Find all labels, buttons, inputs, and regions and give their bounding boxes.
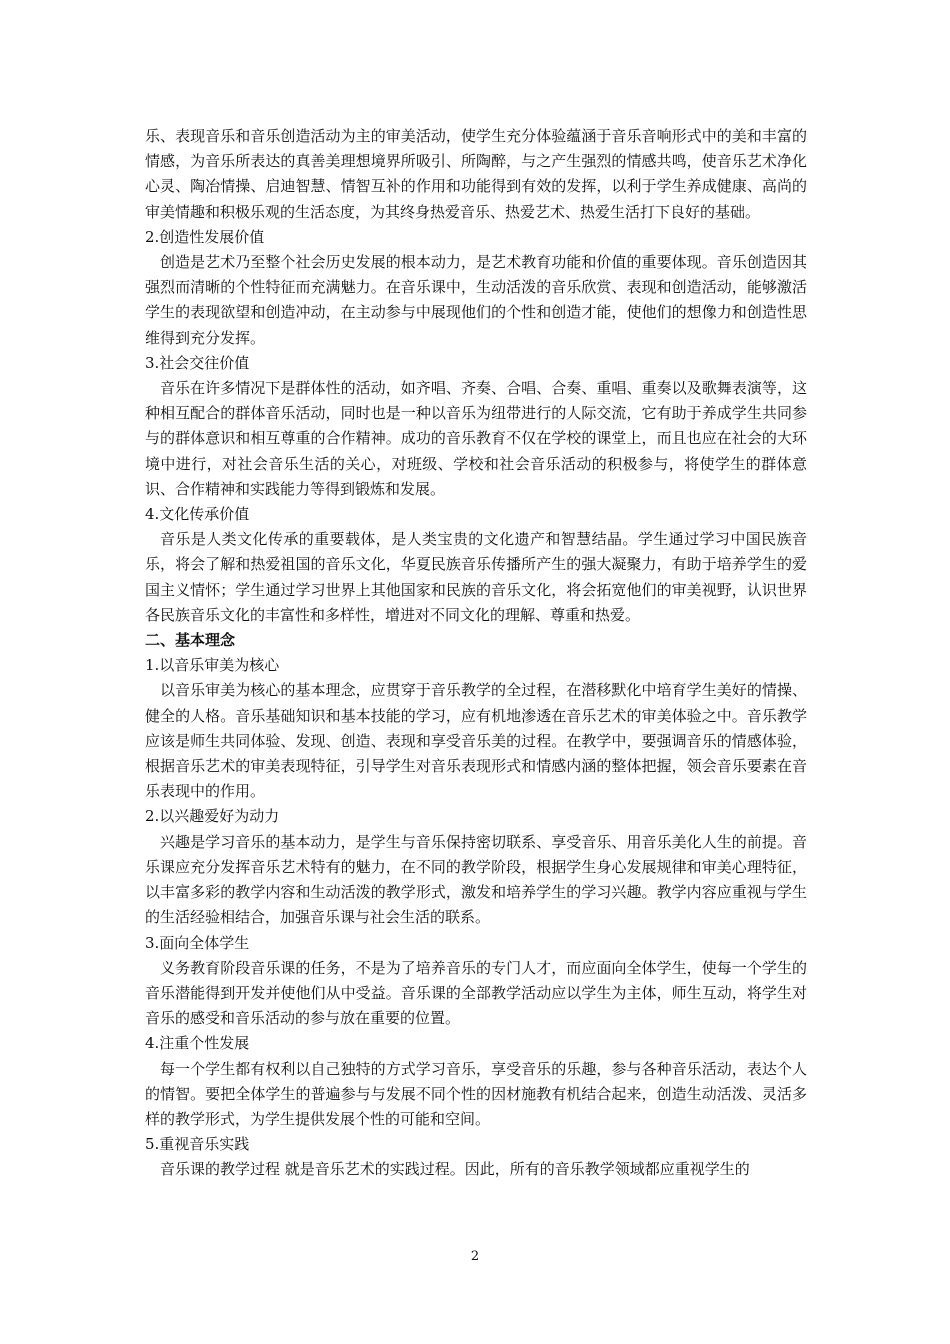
subheading: 3.面向全体学生 <box>145 933 250 952</box>
paragraph: 每一个学生都有权利以自己独特的方式学习音乐，享受音乐的乐趣，参与各种音乐活动，表达个人的情智。要把全体学生的普遍参与与发展不同个性的因材施教有机结合起来，创造生动活泼、灵活多样的教学形式，为学生提供发展个性的可能和空间。 <box>145 1059 807 1128</box>
subheading: 2.创造性发展价值 <box>145 227 265 246</box>
document-body <box>145 124 807 1183</box>
paragraph: 兴趣是学习音乐的基本动力，是学生与音乐保持密切联系、享受音乐、用音乐美化人生的前提。音乐课应充分发挥音乐艺术特有的魅力，在不同的教学阶段，根据学生身心发展规律和审美心理特征，以丰富多彩的教学内容和生动活泼的教学形式，激发和培养学生的学习兴趣。教学内容应重视与学生的生活经验相结合，加强音乐课与社会生活的联系。 <box>145 832 807 927</box>
paragraph: 音乐课的教学过程 就是音乐艺术的实践过程。因此，所有的音乐教学领域都应重视学生的 <box>160 1160 750 1179</box>
subheading: 3.社会交往价值 <box>145 353 250 372</box>
subheading: 4.注重个性发展 <box>145 1034 250 1053</box>
subheading: 1.以音乐审美为核心 <box>145 656 280 675</box>
paragraph: 乐、表现音乐和音乐创造活动为主的审美活动，使学生充分体验蕴涵于音乐音响形式中的美和丰富的情感，为音乐所表达的真善美理想境界所吸引、所陶醉，与之产生强烈的情感共鸣，使音乐艺术净化心灵、陶冶情操、启迪智慧、情智互补的作用和功能得到有效的发挥，以利于学生养成健康、高尚的审美情趣和积极乐观的生活态度，为其终身热爱音乐、热爱艺术、热爱生活打下良好的基础。 <box>145 127 807 221</box>
section-heading: 二、基本理念 <box>145 631 236 650</box>
paragraph: 音乐在许多情况下是群体性的活动，如齐唱、齐奏、合唱、合奏、重唱、重奏以及歌舞表演等，这种相互配合的群体音乐活动，同时也是一种以音乐为纽带进行的人际交流，它有助于养成学生共同参与的群体意识和相互尊重的合作精神。成功的音乐教育不仅在学校的课堂上，而且也应在社会的大环境中进行，对社会音乐生活的关心，对班级、学校和社会音乐活动的积极参与，将使学生的群体意识、合作精神和实践能力等得到锻炼和发展。 <box>145 379 807 498</box>
subheading: 5.重视音乐实践 <box>145 1135 250 1154</box>
paragraph: 创造是艺术乃至整个社会历史发展的根本动力，是艺术教育功能和价值的重要体现。音乐创造因其强烈而清晰的个性特征而充满魅力。在音乐课中，生动活泼的音乐欣赏、表现和创造活动，能够激活学生的表现欲望和创造冲动，在主动参与中展现他们的个性和创造才能，使他们的想像力和创造性思维得到充分发挥。 <box>145 253 807 347</box>
subheading: 4.文化传承价值 <box>145 505 250 524</box>
paragraph: 义务教育阶段音乐课的任务，不是为了培养音乐的专门人才，而应面向全体学生，使每一个学生的音乐潜能得到开发并使他们从中受益。音乐课的全部教学活动应以学生为主体，师生互动，将学生对音乐的感受和音乐活动的参与放在重要的位置。 <box>145 958 807 1028</box>
paragraph: 音乐是人类文化传承的重要载体，是人类宝贵的文化遗产和智慧结晶。学生通过学习中国民族音乐，将会了解和热爱祖国的音乐文化，华夏民族音乐传播所产生的强大凝聚力，有助于培养学生的爱国主义情怀；学生通过学习世界上其他国家和民族的音乐文化，将会拓宽他们的审美视野，认识世界各民族音乐文化的丰富性和多样性，增进对不同文化的理解、尊重和热爱。 <box>145 530 807 624</box>
page-number: 2 <box>470 1249 480 1264</box>
paragraph: 以音乐审美为核心的基本理念，应贯穿于音乐教学的全过程，在潜移默化中培育学生美好的情操、健全的人格。音乐基础知识和基本技能的学习，应有机地渗透在音乐艺术的审美体验之中。音乐教学应该是师生共同体验、发现、创造、表现和享受音乐美的过程。在教学中，要强调音乐的情感体验，根据音乐艺术的审美表现特征，引导学生对音乐表现形式和情感内涵的整体把握，领会音乐要素在音乐表现中的作用。 <box>145 681 807 801</box>
subheading: 2.以兴趣爱好为动力 <box>145 807 280 826</box>
